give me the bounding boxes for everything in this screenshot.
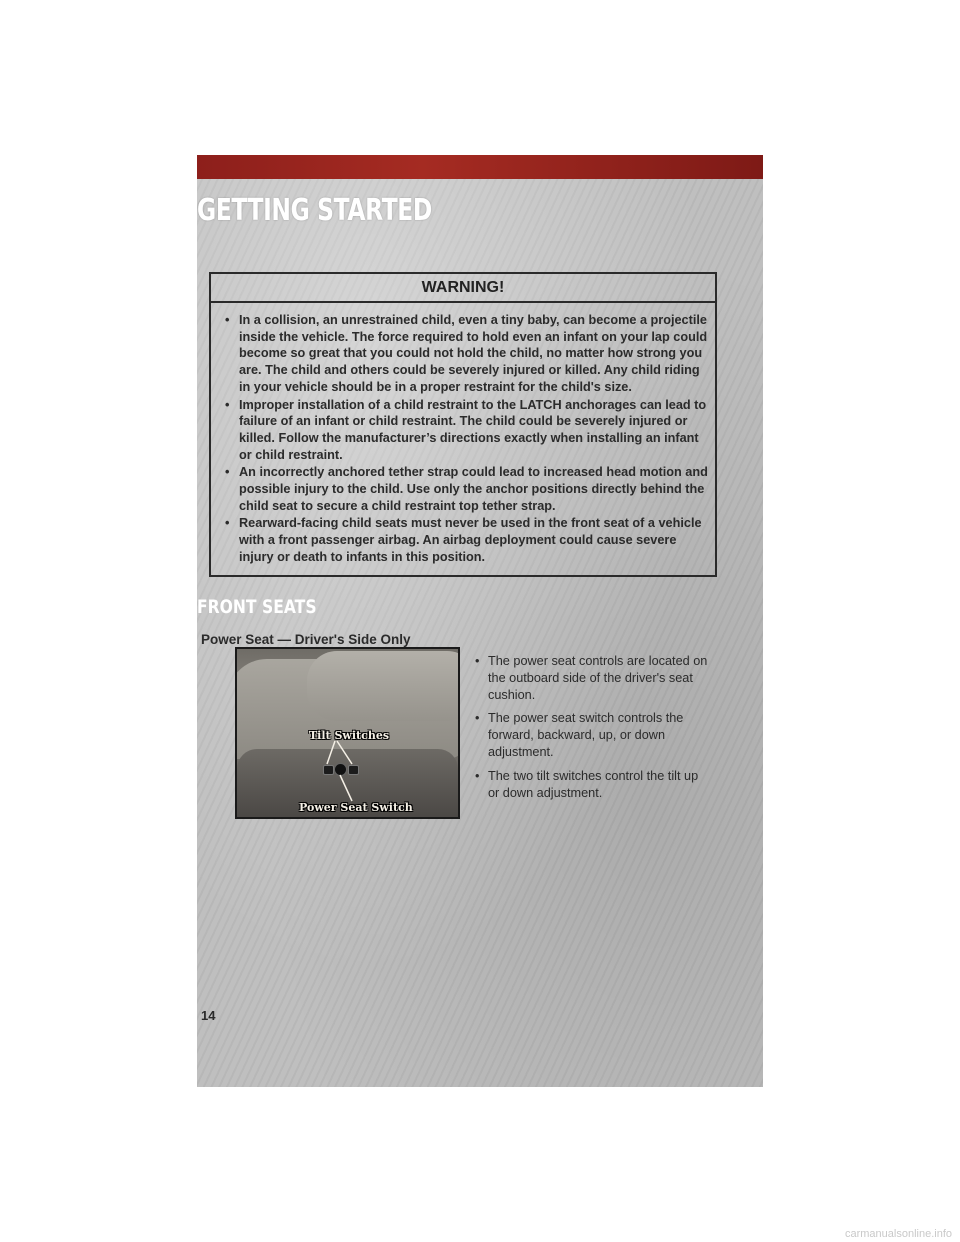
bullet-icon: •: [225, 313, 230, 327]
warning-item: [225, 397, 709, 464]
warning-item-text: An incorrectly anchored tether strap could lead to increased head motion and possible injury to the child. Use only the anchor positions directly behind the child seat to secure a child restraint top tether strap.: [239, 465, 708, 513]
warning-list: [211, 303, 715, 566]
warning-item: [225, 464, 709, 514]
front-seats-heading: FRONT SEATS: [197, 596, 317, 618]
bullet-icon: •: [225, 465, 230, 480]
warning-item-text: Improper installation of a child restraint to the LATCH anchorages can lead to failure of an infant or child restraint. The child could be severely injured or killed. Follow the manufacturer’s directions exactly when installing an infant or child restraint.: [239, 397, 707, 462]
list-item-text: The two tilt switches control the tilt up or down adjustment.: [488, 768, 699, 800]
warning-item-text: Rearward-facing child seats must never be used in the front seat of a vehicle with a front passenger airbag. An airbag deployment could cause severe injury or death to infants in this position.: [239, 516, 702, 564]
power-seat-heading: Power Seat — Driver's Side Only: [201, 632, 411, 647]
warning-item: [225, 312, 709, 396]
power-seat-bullets: [472, 653, 712, 808]
list-item: [472, 710, 712, 760]
bullet-icon: •: [475, 711, 480, 726]
list-item-text: The power seat switch controls the forward, backward, up, or down adjustment.: [488, 711, 684, 759]
seat-photo: [237, 649, 458, 817]
bullet-icon: •: [475, 768, 480, 783]
warning-title-row: [211, 274, 715, 303]
warning-title: WARNING!: [421, 278, 505, 296]
tilt-switches-label: Tilt Switches: [309, 729, 390, 742]
bullet-icon: •: [225, 516, 230, 531]
power-seat-switch-label: Power Seat Switch: [299, 801, 413, 814]
page-number: 14: [201, 1008, 216, 1023]
manual-page: [197, 155, 763, 1087]
warning-box: [209, 272, 717, 577]
list-item-text: The power seat controls are located on the outboard side of the driver's seat cushion.: [488, 654, 708, 702]
watermark: carmanualsonline.info: [844, 1228, 952, 1240]
bullet-icon: •: [475, 654, 480, 668]
list-item: [472, 768, 712, 802]
warning-item: [225, 515, 709, 565]
warning-item-text: In a collision, an unrestrained child, even a tiny baby, can become a projectile inside the vehicle. The force required to hold even an infant on your lap could become so great that you could not hold the child, no matter how strong you are. The child and others could be severely injured or killed. Any child riding in your vehicle should be in a proper restraint for the child's size.: [239, 313, 708, 394]
header-band: [197, 155, 763, 179]
list-item: [472, 653, 712, 703]
section-title: GETTING STARTED: [197, 193, 432, 228]
bullet-icon: •: [225, 397, 230, 412]
